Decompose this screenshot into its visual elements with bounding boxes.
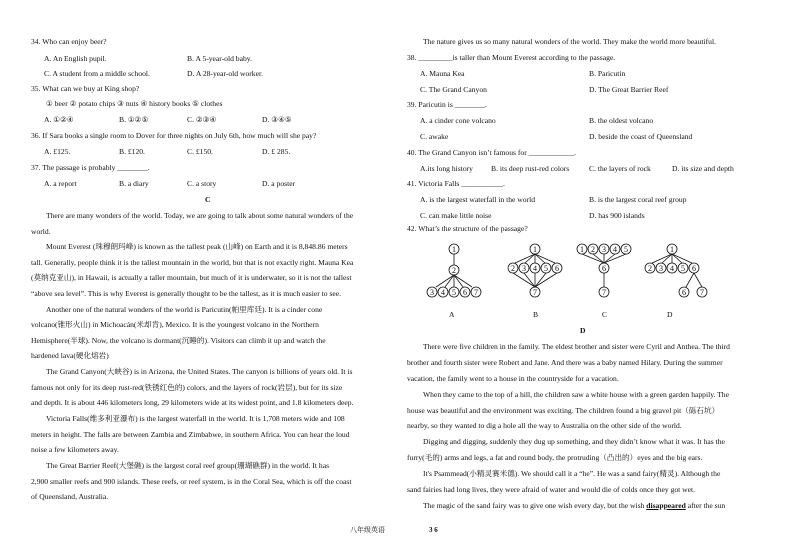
paragraph-line: When they came to the top of a hill, the children saw a white house with a green garden happily. The (423, 390, 729, 399)
paragraph-line: Hemisphere(半球). Now, the volcano is dormant(沉睡的). Visitors can climb it up and watch the (31, 336, 326, 345)
q38-option-b[interactable]: B. Paricutin (589, 69, 626, 78)
underlined-word: disappeared (646, 501, 686, 510)
q39-option-b[interactable]: B. the oldest volcano (589, 116, 654, 125)
q40-option-d[interactable]: D. its size and depth (672, 164, 734, 173)
svg-text:1: 1 (670, 245, 674, 254)
paragraph-line: furry(毛的) arms and legs, a fat and round body, the protruding（凸出的）eyes and the big ears. (407, 453, 703, 462)
q35-stem: 35. What can we buy at King shop? (31, 84, 140, 93)
q42-stem: 42. What’s the structure of the passage? (407, 224, 528, 233)
q40-option-c[interactable]: C. the layers of rock (589, 164, 651, 173)
svg-text:5: 5 (624, 245, 628, 254)
svg-text:5: 5 (681, 264, 685, 273)
svg-text:6: 6 (602, 264, 606, 273)
paragraph-line: It's Psammead(小精灵赛米德). We should call it a “he”. He was a sand fairy(精灵). Although the (423, 469, 721, 478)
diagram-c (577, 244, 631, 297)
q36-option-a[interactable]: A. £125. (44, 147, 71, 156)
svg-text:5: 5 (452, 288, 456, 297)
footer-grade: 八年级英语 (350, 526, 385, 534)
q38-stem: 38. _________is taller than Mount Everest according to the passage. (407, 53, 616, 62)
paragraph-line: tall. Generally, people think it is the tallest mountain in the world, but that is not exactly right. Mauna Kea (31, 258, 354, 267)
section-d-heading: D (580, 326, 586, 335)
paragraph-line: (莫纳克亚山), in Hawaii, is actually a taller mountain, but much of it is underwater, so it is not the tallest (31, 273, 352, 282)
q39-option-a[interactable]: A. a cinder cone volcano (420, 116, 496, 125)
svg-text:4: 4 (441, 288, 445, 297)
paragraph-line: vacation, the family went to a house in the countryside for a vacation. (407, 374, 619, 383)
diagram-a (427, 244, 481, 297)
svg-text:7: 7 (533, 288, 537, 297)
q37-option-a[interactable]: A. a report (44, 179, 77, 188)
q40-stem: 40. The Grand Canyon isn’t famous for ____________. (407, 148, 577, 157)
paragraph-line: Victoria Falls(维多利亚瀑布) is the largest waterfall in the world. It is 1,708 meters wide and 108 (46, 414, 345, 423)
diagram-b (508, 244, 562, 297)
q37-stem: 37. The passage is probably ________. (31, 163, 150, 172)
svg-text:5: 5 (544, 264, 548, 273)
paragraph-text: The magic of the sand fairy was to give one wish every day, but the wish (423, 501, 645, 510)
q40-option-a[interactable]: A.its long history (420, 164, 473, 173)
paragraph-line (423, 502, 725, 510)
q41-option-a[interactable]: A. is the largest waterfall in the world (420, 195, 535, 204)
paragraph-text: after the sun (687, 501, 726, 510)
paragraph-line: 2,900 smaller reefs and 900 islands. These reefs, or reef system, is in the Coral Sea, which is off the coast (31, 477, 352, 486)
svg-text:4: 4 (613, 245, 617, 254)
paragraph-line: famous not only for its deep rust-red(铁锈红色的) colors, and the layers of rock(岩层), but for its size (31, 383, 343, 392)
svg-text:7: 7 (700, 288, 704, 297)
svg-text:3: 3 (602, 245, 606, 254)
q37-option-b[interactable]: B. a diary (119, 179, 149, 188)
q38-option-d[interactable]: D. The Great Barrier Reef (589, 85, 669, 94)
q35-option-b[interactable]: B. ①②⑤ (119, 115, 149, 124)
q41-stem: 41. Victoria Falls ___________. (407, 179, 505, 188)
q36-stem: 36. If Sara books a single room to Dover for three nights on July 6th, how much will she pay? (31, 131, 317, 140)
svg-text:6: 6 (463, 288, 467, 297)
section-c-heading: C (205, 195, 211, 204)
q36-option-d[interactable]: D. £ 285. (262, 147, 291, 156)
paragraph-line: Another one of the natural wonders of the world is Paricutin(帕里库廷). It is a cinder cone (46, 305, 323, 314)
svg-text:2: 2 (511, 264, 515, 273)
svg-text:2: 2 (648, 264, 652, 273)
q34-option-b[interactable]: B. A 5-year-old baby. (187, 54, 252, 63)
q40-option-b[interactable]: B. its deep rust-red colors (491, 164, 570, 173)
q35-option-a[interactable]: A. ①②④ (44, 115, 74, 124)
paragraph-line: The Grand Canyon(大峡谷) is in Arizona, the United States. The canyon is billions of years old. It is (46, 367, 353, 376)
paragraph-line: There are many wonders of the world. Today, we are going to talk about some natural wonders of the (46, 211, 354, 220)
q38-option-c[interactable]: C. The Grand Canyon (420, 85, 487, 94)
svg-text:1: 1 (533, 245, 537, 254)
q37-option-c[interactable]: C. a story (187, 179, 217, 188)
paragraph-line: There were five children in the family. The eldest brother and sister were Cyril and Anthea. The third (423, 342, 730, 351)
diagram-label-a[interactable]: A (449, 310, 455, 319)
q39-option-d[interactable]: D. beside the coast of Queensland (589, 132, 693, 141)
diagram-label-b[interactable]: B (533, 310, 539, 319)
svg-text:6: 6 (682, 288, 686, 297)
diagram-label-c[interactable]: C (602, 310, 608, 319)
paragraph-line: world. (31, 227, 51, 236)
structure-diagrams (400, 235, 740, 315)
q39-stem: 39. Paricutin is ________. (407, 100, 487, 109)
q35-option-c[interactable]: C. ②③④ (187, 115, 217, 124)
svg-text:1: 1 (580, 245, 584, 254)
paragraph-line: volcano(锥形火山) in Michoacán(米却肯), Mexico. It is the youngest volcano in the Northern (31, 320, 319, 329)
q34-option-a[interactable]: A. An English pupil. (44, 54, 107, 63)
svg-text:3: 3 (659, 264, 663, 273)
q35-option-d[interactable]: D. ③④⑤ (262, 115, 292, 124)
q35-items: ① beer ② potato chips ③ nuts ④ history books ⑤ clothes (46, 99, 223, 108)
q36-option-b[interactable]: B. £120. (119, 147, 145, 156)
svg-text:1: 1 (452, 245, 456, 254)
paragraph-line: hardened lava(硬化熔岩) (31, 351, 109, 360)
svg-text:4: 4 (670, 264, 674, 273)
paragraph-line: nearby, so they wanted to dig a hole all the way to Australia on the other side of the world. (407, 421, 682, 430)
paragraph-line: The Great Barrier Reef(大堡礁) is the largest coral reef group(珊瑚礁群) in the world. It has (46, 461, 330, 470)
q36-option-c[interactable]: C. £150. (187, 147, 213, 156)
paragraph-line: sand fairies had long lives, they were afraid of water and would die of colds once they got wet. (407, 485, 696, 494)
q41-option-c[interactable]: C. can make little noise (420, 211, 492, 220)
svg-text:6: 6 (692, 264, 696, 273)
svg-text:3: 3 (522, 264, 526, 273)
paragraph-line: meters in height. The falls are between Zambia and Zimbabwe, in southern Africa. You can hear the loud (31, 430, 350, 439)
q38-option-a[interactable]: A. Mauna Kea (420, 69, 465, 78)
paragraph-line: brother and fourth sister were Robert and Jane. And there was a baby named Hilary. During the summer (407, 358, 723, 367)
diagram-label-d[interactable]: D (667, 310, 673, 319)
diagram-d (645, 244, 707, 297)
q34-option-c[interactable]: C. A student from a middle school. (44, 69, 150, 78)
paragraph-line: Digging and digging, suddenly they dug up something, and they didn’t know what it was. It has the (423, 437, 725, 446)
intro-line: The nature gives us so many natural wonders of the world. They make the world more beautiful. (423, 37, 716, 46)
page-number: 3 6 (429, 526, 438, 534)
svg-text:6: 6 (555, 264, 559, 273)
q34-option-d[interactable]: D. A 28-year-old worker. (187, 69, 263, 78)
svg-text:7: 7 (474, 288, 478, 297)
svg-text:4: 4 (533, 264, 537, 273)
svg-text:2: 2 (591, 245, 595, 254)
q41-option-d[interactable]: D. has 900 islands (589, 211, 645, 220)
paragraph-line: of Queensland, Australia. (31, 492, 109, 501)
paragraph-line: noise a few kilometers away. (31, 445, 119, 454)
paragraph-line: “above sea level”. This is why Everest is generally thought to be the tallest, as it is much easier to see. (31, 289, 342, 298)
q37-option-d[interactable]: D. a poster (262, 179, 296, 188)
paragraph-line: Mount Everest (珠穆朗玛峰) is known as the tallest peak (山峰) on Earth and it is 8,848.86 meters (46, 242, 348, 251)
paragraph-line: and depth. It is about 446 kilometers long, 29 kilometers wide at its widest point, and 1.8 kilometers deep. (31, 398, 354, 407)
q34-stem: 34. Who can enjoy beer? (31, 37, 107, 46)
q41-option-b[interactable]: B. is the largest coral reef group (589, 195, 687, 204)
paragraph-line: house was beautiful and the environment was exciting. The children found a big gravel pit（砾石坑） (407, 406, 720, 415)
svg-text:3: 3 (430, 288, 434, 297)
svg-text:2: 2 (452, 266, 456, 275)
svg-text:7: 7 (602, 288, 606, 297)
q39-option-c[interactable]: C. awake (420, 132, 449, 141)
